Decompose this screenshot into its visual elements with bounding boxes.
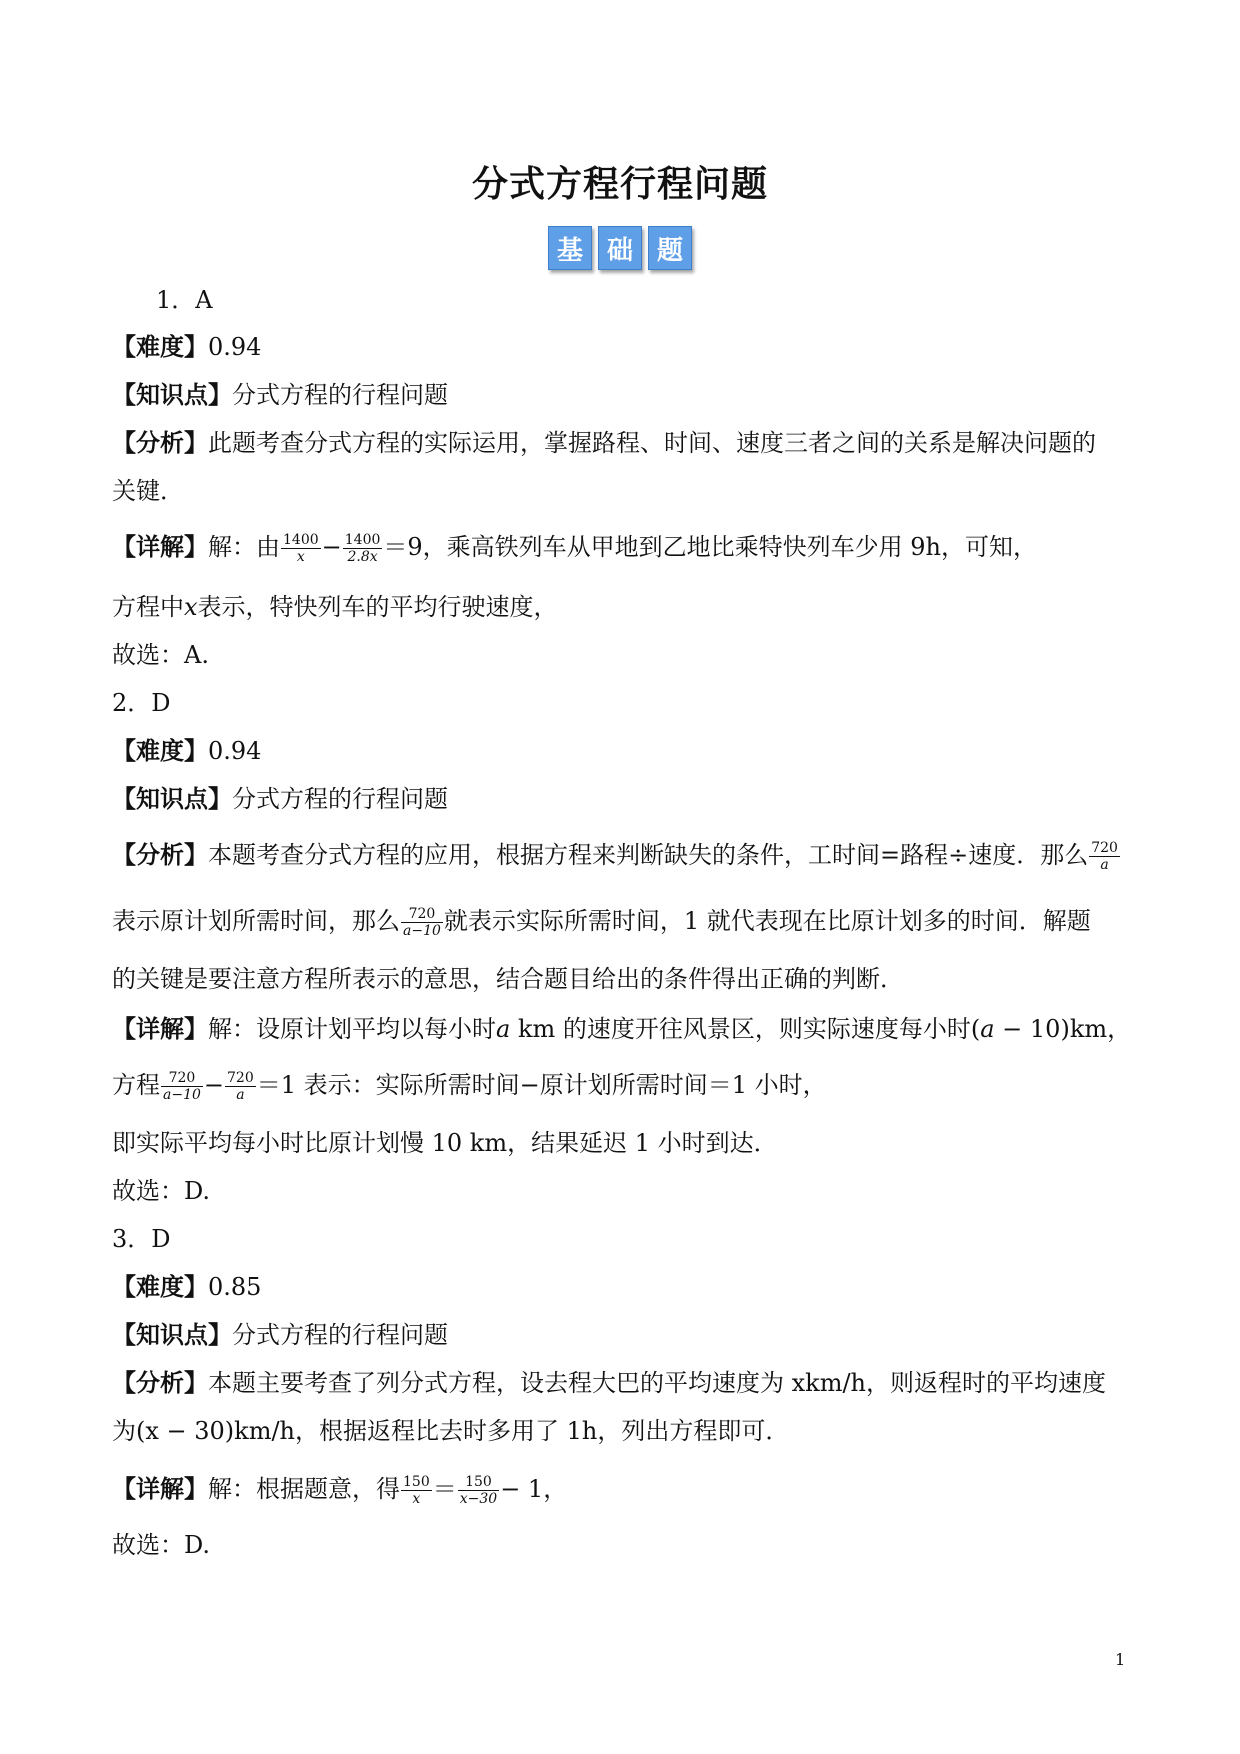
fraction bbox=[281, 532, 321, 565]
detail-text: 解：设原计划平均以每小时 bbox=[208, 1015, 496, 1043]
analysis-text: 本题主要考查了列分式方程，设去程大巴的平均速度为 xkm/h，则返程时的平均速度 bbox=[208, 1369, 1107, 1397]
detail-label: 【详解】 bbox=[112, 1014, 208, 1043]
fraction-numerator: 720 bbox=[161, 1070, 203, 1087]
detail-label: 【详解】 bbox=[112, 1474, 208, 1503]
fraction-numerator: 150 bbox=[403, 1474, 430, 1490]
knowledge-label: 【知识点】 bbox=[112, 1320, 232, 1349]
knowledge-label: 【知识点】 bbox=[112, 784, 232, 813]
analysis-label: 【分析】 bbox=[112, 428, 208, 457]
difficulty-value: 0.85 bbox=[208, 1273, 262, 1301]
fraction bbox=[401, 1474, 432, 1507]
variable-x: x bbox=[184, 593, 198, 621]
q2-difficulty bbox=[112, 734, 1142, 768]
knowledge-value: 分式方程的行程问题 bbox=[232, 785, 448, 813]
q1-analysis-cont: 关键． bbox=[112, 477, 184, 505]
q1-analysis bbox=[112, 426, 1142, 460]
fraction-denominator: a bbox=[236, 1087, 245, 1103]
fraction bbox=[401, 906, 443, 939]
fraction bbox=[343, 532, 383, 565]
difficulty-label: 【难度】 bbox=[112, 736, 208, 765]
difficulty-label: 【难度】 bbox=[112, 332, 208, 361]
analysis-label: 【分析】 bbox=[112, 840, 208, 869]
badge-char: 题 bbox=[648, 226, 692, 270]
q3-analysis-cont: 为(x − 30)km/h，根据返程比去时多用了 1h，列出方程即可． bbox=[112, 1417, 790, 1445]
minus-sign: − bbox=[203, 1071, 225, 1099]
fraction-numerator: 1400 bbox=[283, 532, 319, 548]
fraction-denominator: 2.8x bbox=[347, 549, 378, 565]
q3-difficulty bbox=[112, 1270, 1142, 1304]
q3-knowledge bbox=[112, 1318, 1142, 1352]
q3-number: 3．D bbox=[112, 1225, 171, 1253]
badge-char: 基 bbox=[548, 226, 592, 270]
detail-text: km 的速度开往风景区，则实际速度每小时( bbox=[510, 1015, 981, 1043]
q3-analysis bbox=[112, 1366, 1142, 1400]
q2-detail-cont: 即实际平均每小时比原计划慢 10 km，结果延迟 1 小时到达． bbox=[112, 1129, 778, 1157]
q1-detail-cont bbox=[112, 590, 1142, 624]
analysis-text: 就表示实际所需时间，1 就代表现在比原计划多的时间．解题 bbox=[443, 907, 1091, 935]
detail-text: 解：根据题意，得 bbox=[208, 1475, 400, 1503]
fraction-numerator: 720 bbox=[401, 906, 443, 923]
equals-sign: ＝ bbox=[432, 1475, 457, 1503]
knowledge-value: 分式方程的行程问题 bbox=[232, 1321, 448, 1349]
detail-text: − 10)km， bbox=[994, 1015, 1132, 1043]
q1-detail bbox=[112, 530, 1142, 565]
fraction bbox=[458, 1474, 499, 1507]
analysis-text: 本题考查分式方程的应用，根据方程来判断缺失的条件，工时间=路程÷速度．那么 bbox=[208, 841, 1089, 869]
difficulty-value: 0.94 bbox=[208, 737, 262, 765]
badge-char: 础 bbox=[598, 226, 642, 270]
fraction-numerator: 720 bbox=[227, 1070, 254, 1086]
page-title: 分式方程行程问题 bbox=[471, 163, 768, 205]
variable-a: a bbox=[980, 1015, 995, 1043]
q1-difficulty bbox=[112, 330, 1142, 364]
q1-knowledge bbox=[112, 378, 1142, 412]
fraction bbox=[161, 1070, 203, 1103]
fraction bbox=[225, 1070, 256, 1103]
analysis-label: 【分析】 bbox=[112, 1368, 208, 1397]
detail-label: 【详解】 bbox=[112, 532, 208, 561]
q2-number: 2．D bbox=[112, 689, 171, 717]
section-badge bbox=[0, 226, 1240, 270]
q1-answer: 故选：A. bbox=[112, 641, 209, 669]
detail-text: ＝1 表示：实际所需时间−原计划所需时间＝1 小时， bbox=[256, 1071, 827, 1099]
minus-sign: − bbox=[321, 533, 342, 561]
fraction-numerator: 1400 bbox=[344, 532, 381, 548]
fraction-denominator: a−10 bbox=[403, 923, 441, 939]
fraction-denominator: x bbox=[412, 1491, 421, 1507]
page-number: 1 bbox=[1115, 1650, 1126, 1669]
q3-answer: 故选：D. bbox=[112, 1531, 211, 1559]
fraction-denominator: x−30 bbox=[459, 1491, 498, 1507]
q2-detail bbox=[112, 1012, 1142, 1046]
difficulty-label: 【难度】 bbox=[112, 1272, 208, 1301]
q2-analysis-cont: 的关键是要注意方程所表示的意思，结合题目给出的条件得出正确的判断． bbox=[112, 965, 904, 993]
fraction bbox=[1089, 840, 1120, 873]
q2-answer: 故选：D. bbox=[112, 1177, 211, 1205]
fraction-numerator: 720 bbox=[1091, 840, 1118, 856]
analysis-text: 表示原计划所需时间，那么 bbox=[112, 907, 400, 935]
fraction-numerator: 150 bbox=[458, 1474, 499, 1491]
detail-text: 方程中 bbox=[112, 593, 184, 621]
q2-detail-cont bbox=[112, 1068, 1142, 1103]
detail-text: 方程 bbox=[112, 1071, 160, 1099]
q2-knowledge bbox=[112, 782, 1142, 816]
knowledge-value: 分式方程的行程问题 bbox=[232, 381, 448, 409]
fraction-denominator: x bbox=[296, 549, 305, 565]
q2-analysis-cont bbox=[112, 904, 1142, 939]
fraction-denominator: a−10 bbox=[163, 1087, 201, 1103]
detail-text: ＝9，乘高铁列车从甲地到乙地比乘特快列车少用 9h，可知， bbox=[383, 533, 1038, 561]
q3-detail bbox=[112, 1472, 1142, 1507]
q2-analysis bbox=[112, 838, 1142, 873]
detail-text: − 1， bbox=[500, 1475, 568, 1503]
variable-a: a bbox=[496, 1015, 511, 1043]
q1-number: 1．A bbox=[156, 286, 213, 314]
knowledge-label: 【知识点】 bbox=[112, 380, 232, 409]
analysis-text: 此题考查分式方程的实际运用，掌握路程、时间、速度三者之间的关系是解决问题的 bbox=[208, 429, 1096, 457]
detail-text: 表示，特快列车的平均行驶速度， bbox=[197, 593, 558, 621]
detail-text: 解：由 bbox=[208, 533, 280, 561]
difficulty-value: 0.94 bbox=[208, 333, 262, 361]
fraction-denominator: a bbox=[1100, 857, 1109, 873]
